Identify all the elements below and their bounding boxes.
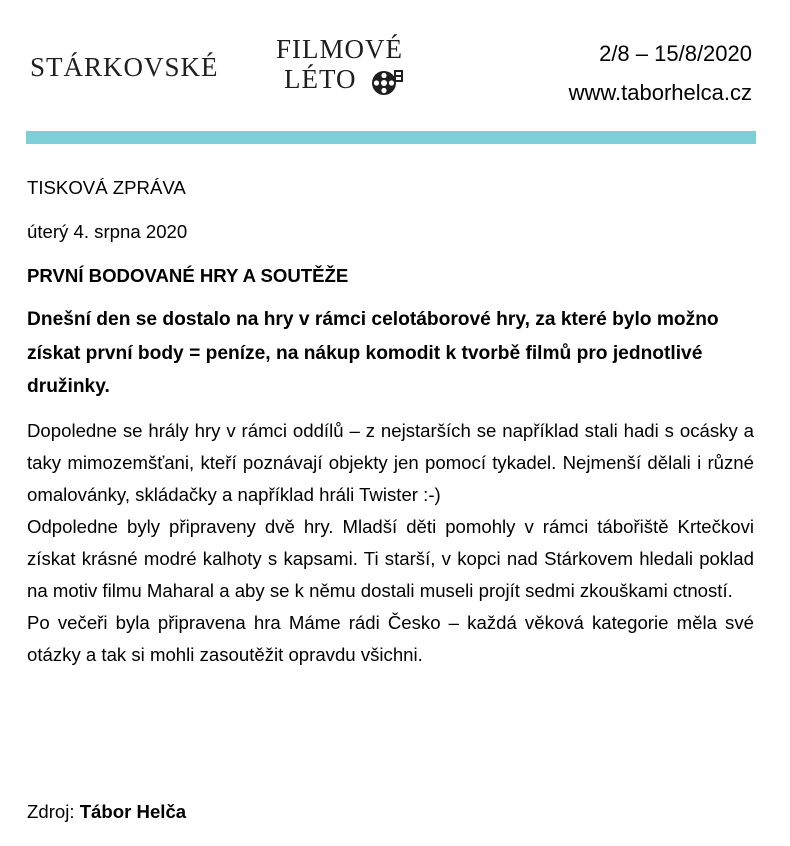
paragraph-afternoon: Odpoledne byly připraveny dvě hry. Mladší děti pomohly v rámci tábořiště Krtečkovi získat krásné modré kalhoty s kapsami. Ti starší, v kopci nad Stárkovem hledali poklad na motiv filmu Maharal a aby se k němu dostali museli projít sedmi zkouškami ctností. <box>27 515 754 601</box>
film-reel-icon <box>370 68 404 98</box>
document-title: PRVNÍ BODOVANÉ HRY A SOUTĚŽE <box>27 265 349 286</box>
logo-text-right-top: FILMOVÉ <box>276 34 403 64</box>
press-release-body <box>27 172 754 822</box>
source-label: Zdroj: <box>27 801 75 822</box>
source-value: Tábor Helča <box>79 801 187 822</box>
event-dates: 2/8 – 15/8/2020 <box>599 41 752 66</box>
paragraph-evening: Po večeři byla připravena hra Máme rádi Česko – každá věková kategorie měla své otázky a tak si mohli zasoutěžit opravdu všichni. <box>27 611 754 665</box>
website-link[interactable]: www.taborhelca.cz <box>568 80 752 105</box>
document-date: úterý 4. srpna 2020 <box>27 221 188 242</box>
header-info <box>569 34 752 112</box>
logo-text-right-bottom: LÉTO <box>284 64 357 94</box>
source-line <box>27 796 186 828</box>
paragraph-morning: Dopoledne se hrály hry v rámci oddílů – z nejstarších se například stali hadi s ocásky a taky mimozemšťani, kteří poznávají objekty jen pomocí tykadel. Nejmenší dělali i různé omalovánky, skládačky a například hráli Twister :-) <box>27 419 754 505</box>
header-divider <box>26 131 756 144</box>
body-text <box>27 415 754 671</box>
document-label: TISKOVÁ ZPRÁVA <box>27 177 186 198</box>
logo-text-left: STÁRKOVSKÉ <box>30 52 219 82</box>
document-lead: Dnešní den se dostalo na hry v rámci celotáborové hry, za které bylo možno získat první body = peníze, na nákup komodit k tvorbě filmů pro jednotlivé družinky. <box>27 309 719 397</box>
